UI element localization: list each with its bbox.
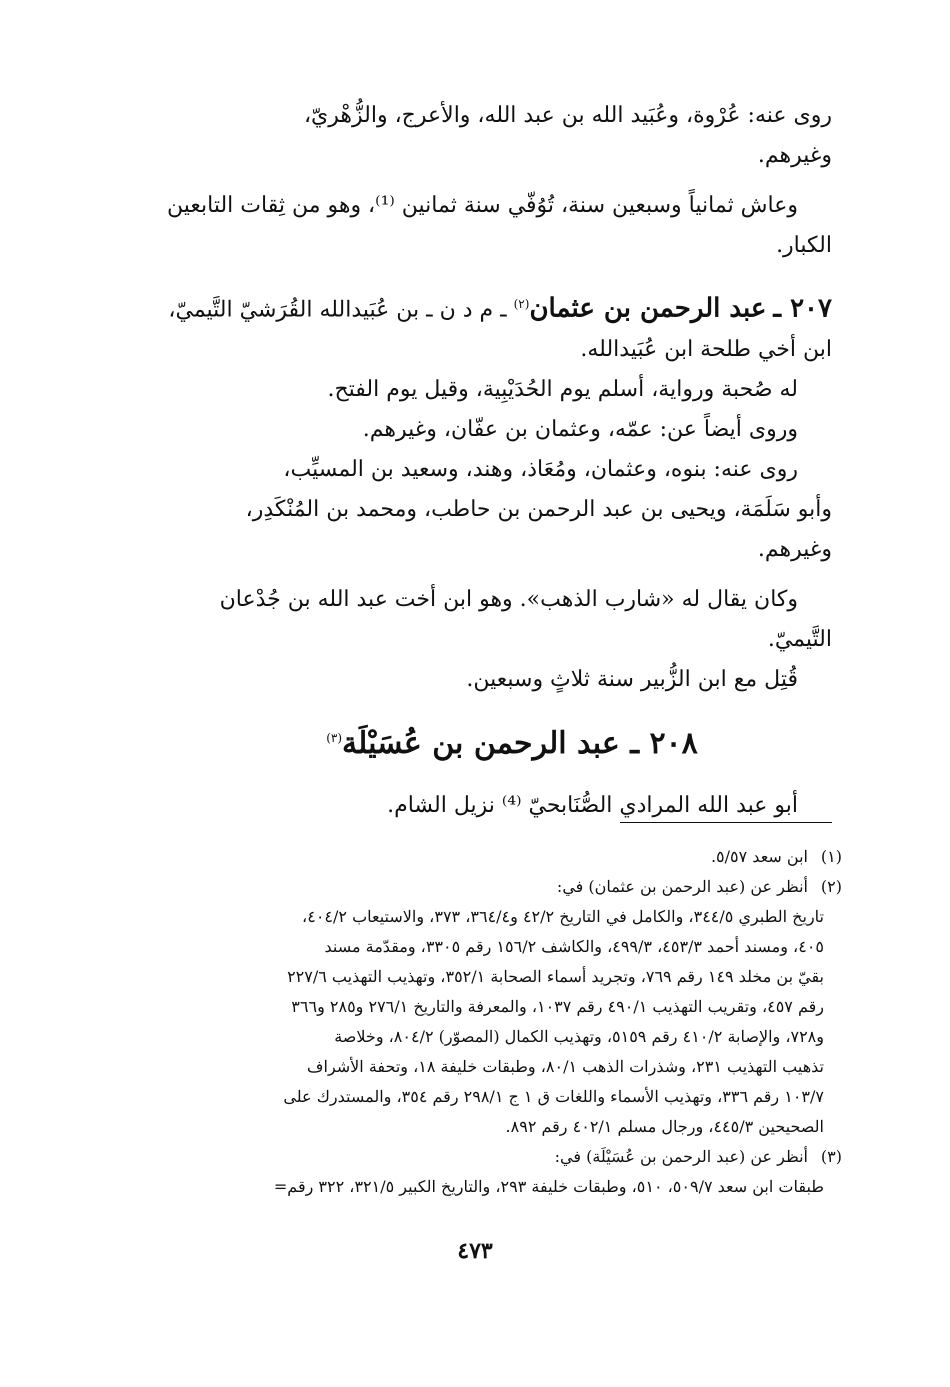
footnote-line: بقيّ بن مخلد ١٤٩ رقم ٧٦٩، وتجريد أسماء الصحابة ٣٥٢/١، وتهذيب التهذيب ٢٢٧/٦ [287,967,824,986]
paragraph-nickname-line1: وكان يقال له «شارب الذهب». وهو ابن أخت عبد الله بن جُدْعان [219,587,798,613]
footnote-line: ١٠٣/٧ رقم ٣٣٦، وتهذيب الأسماء واللغات ق ١ ج ٢٩٨/١ رقم ٣٥٤، والمستدرك على [283,1087,824,1106]
footnote-3 [112,1142,842,1172]
footnote-1-number: (١) [820,847,842,866]
footnote-3-text: أنظر عن (عبد الرحمن بن عُسَيْلَة) في: [554,1147,808,1166]
footnote-1 [112,842,842,872]
paragraph-companionship: له صُحبة ورواية، أسلم يوم الحُدَيْبِية، وقيل يوم الفتح. [327,377,798,403]
footnote-line: رقم ٤٥٧، وتقريب التهذيب ٤٩٠/١ رقم ١٠٣٧، والمعرفة والتاريخ ٢٧٦/١ و٢٨٥ و٣٦٦ [291,997,824,1016]
paragraph-entry-208: أبو عبد الله المرادي الصُّنَابحيّ ⁽⁴⁾ نزيل الشام. [387,793,798,819]
paragraph-death-line1: وعاش ثمانياً وسبعين سنة، تُوُفّي سنة ثمانين ⁽¹⁾، وهو من ثِقات التابعين [167,193,798,218]
footnote-line: طبقات ابن سعد ٥٠٩/٧، ٥١٠، وطبقات خليفة ٢٩٣، والتاريخ الكبير ٣٢١/٥، ٣٢٢ رقم= [273,1177,824,1196]
paragraph-narrators-line2: وغيرهم. [757,143,832,168]
footnote-1-text: ابن سعد ٥/٥٧. [710,847,808,866]
paragraph-narrated-by-line1: روى عنه: بنوه، وعثمان، ومُعَاذ، وهند، وسعيد بن المسيِّب، [283,457,798,483]
page-number: ٤٧٣ [457,1238,493,1264]
footnote-ref-2: (٢) [513,297,530,311]
paragraph-killed: قُتِل مع ابن الزُّبير سنة ثلاثٍ وسبعين. [466,667,798,693]
footnote-2 [112,872,842,902]
paragraph-narrated-by-line2: وأبو سَلَمَة، ويحيى بن عبد الرحمن بن حاطب، ومحمد بن المُنْكَدِر، [245,497,832,523]
paragraph-narrated-from: وروى أيضاً عن: عمّه، وعثمان بن عفّان، وغيرهم. [362,417,798,443]
footnote-line: الصحيحين ٤٤٥/٣، ورجال مسلم ٤٠٢/١ رقم ٨٩٢. [505,1117,824,1136]
footnote-2-text: أنظر عن (عبد الرحمن بن عثمان) في: [556,877,808,896]
footnote-line: تاريخ الطبري ٣٤٤/٥، والكامل في التاريخ ٤٢/٢ و٣٦٤/٤، ٣٧٣، والاستيعاب ٤٠٤/٢، [302,907,824,926]
footnotes [112,842,842,1202]
footnote-2-sources [112,902,842,1142]
entry-207-heading [132,284,832,330]
main-text [132,96,832,826]
entry-207-number: ٢٠٧ ـ [773,293,832,324]
paragraph-nickname-line2: التَّيميّ. [767,627,832,653]
footnote-line: ٤٠٥، ومسند أحمد ٤٥٣/٣، ٤٩٩/٣، والكاشف ١٥٦/٢ رقم ٣٣٠٥، ومقدّمة مسند [324,937,824,956]
footnote-separator [620,822,832,823]
entry-207-line2: ابن أخي طلحة ابن عُبَيدالله. [580,337,832,363]
footnote-line: و٧٢٨، والإصابة ٤١٠/٢ رقم ٥١٥٩، وتهذيب الكمال (المصوّر) ٨٠٤/٢، وخلاصة [334,1027,824,1046]
entry-207-name: عبد الرحمن بن عثمان [529,293,767,324]
entry-208-heading [132,714,832,768]
entry-208-title: ٢٠٨ ـ عبد الرحمن بن عُسَيْلَة [342,726,698,762]
footnote-ref-3: (٣) [326,731,343,746]
footnote-3-number: (٣) [820,1147,842,1166]
footnote-2-number: (٢) [820,877,842,896]
paragraph-death-line2: الكبار. [776,233,832,258]
paragraph-narrators-line1: روى عنه: عُرْوة، وعُبَيد الله بن عبد الله، والأعرج، والزُّهْريّ، [303,103,832,128]
footnote-line: تذهيب التهذيب ٢٣١، وشذرات الذهب ٨٠/١، وطبقات خليفة ١٨، وتحفة الأشراف [306,1057,824,1076]
entry-207-lineage: ـ م د ن ـ بن عُبَيدالله القُرَشيّ التَّيميّ، [168,297,507,323]
paragraph-narrated-by-line3: وغيرهم. [757,537,832,563]
footnote-3-sources [112,1172,842,1202]
